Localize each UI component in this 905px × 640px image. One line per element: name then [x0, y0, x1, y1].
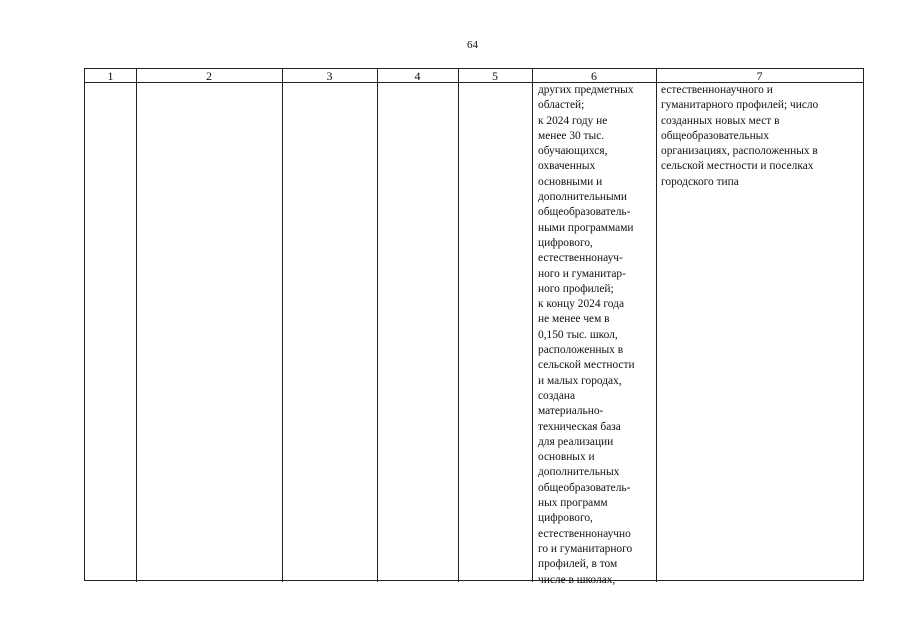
column-header-6: 6 — [591, 69, 597, 83]
column-header-5: 5 — [492, 69, 498, 83]
column-divider — [656, 69, 657, 582]
table-header-row — [85, 69, 863, 83]
table-cell-col7: естественнонаучного и гуманитарного профилей; число созданных новых мест в общеобразовательных организациях, расположенных в сельской местности и поселках городского типа — [661, 84, 819, 188]
column-header-4: 4 — [414, 69, 421, 83]
column-divider — [377, 69, 378, 582]
column-divider — [136, 69, 137, 582]
column-header-3: 3 — [326, 69, 333, 83]
column-divider — [532, 69, 533, 582]
page-number: 64 — [467, 39, 478, 51]
data-table — [84, 68, 864, 586]
column-header-2: 2 — [206, 69, 212, 83]
column-header-1: 1 — [107, 69, 114, 83]
table-cell-col6: других предметных областей; к 2024 году не менее 30 тыс. обучающихся, охваченных основными и дополнительными общеобразователь- ными программами цифрового, естественнонауч- ного и гуманитар- ного профилей; к концу 2024 года не менее чем в 0,150 тыс. школ, расположенных в сельской местности и малых городах, создана материально- техническая база для реализации основных и дополнительных общеобразователь- ных программ цифрового, естественнонаучно го и гуманитарного профилей, в том числе в школах, — [538, 84, 635, 586]
column-divider — [458, 69, 459, 582]
column-header-7: 7 — [756, 69, 763, 83]
column-divider — [282, 69, 283, 582]
